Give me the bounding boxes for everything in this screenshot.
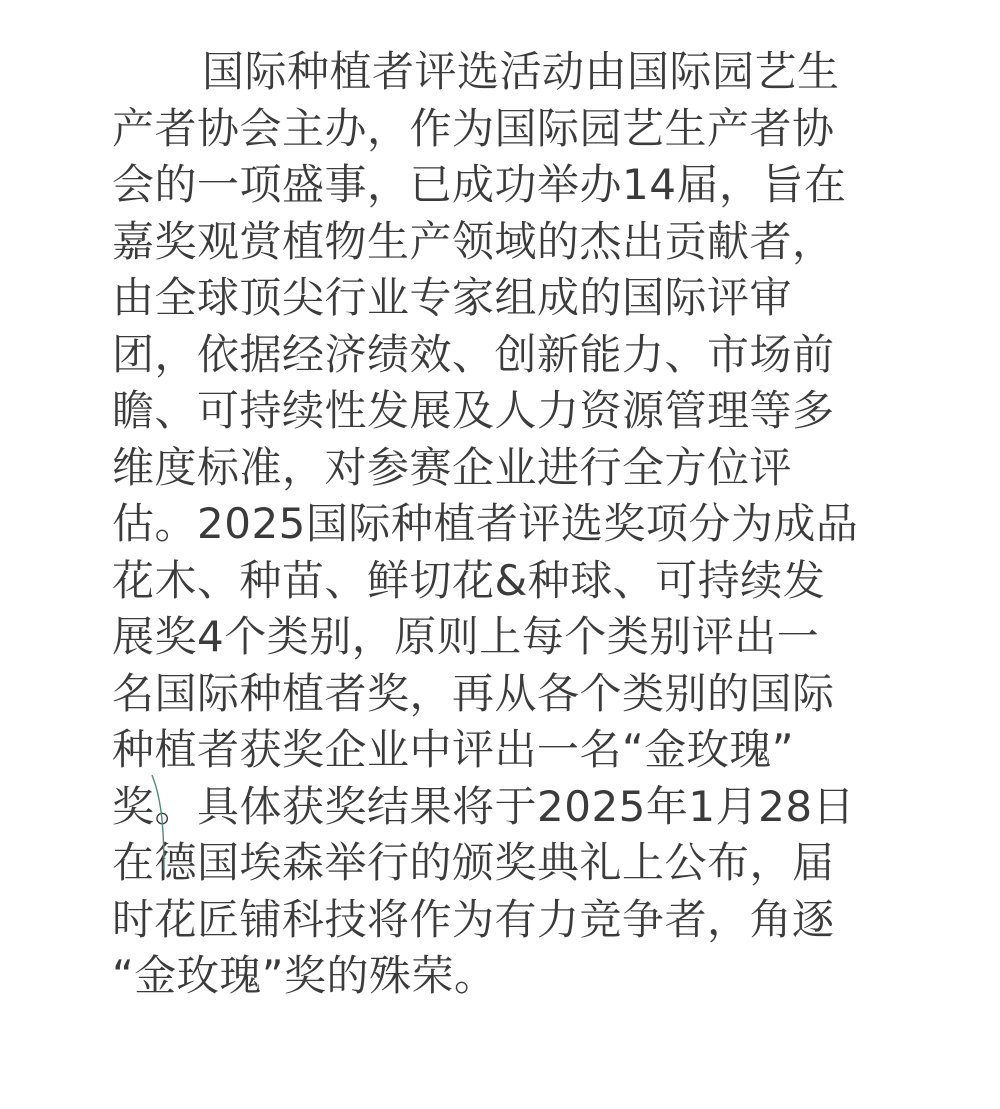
article-line-12: 名国际种植者奖，再从各个类别的国际 bbox=[112, 668, 835, 718]
article-line-13: 种植者获奖企业中评出一名“金玫瑰” bbox=[112, 725, 795, 774]
article-line-3: 会的一项盛事，已成功举办14届，旨在 bbox=[112, 160, 847, 209]
article-line-14: 奖。具体获奖结果将于2025年1月28日 bbox=[112, 781, 856, 831]
article-line-2: 产者协会主办，作为国际园艺生产者协 bbox=[112, 103, 835, 153]
article-line-15: 在德国埃森举行的颁奖典礼上公布，届 bbox=[112, 838, 835, 887]
article-line-5: 由全球顶尖行业专家组成的国际评审 bbox=[112, 273, 793, 322]
article-line-6: 团，依据经济绩效、创新能力、市场前 bbox=[112, 329, 835, 379]
article-line-1: 国际种植者评选活动由国际园艺生 bbox=[202, 47, 840, 96]
mark-stroke bbox=[152, 775, 164, 870]
article-line-10: 花木、种苗、鲜切花&种球、可持续发 bbox=[112, 555, 826, 605]
article-line-17: “金玫瑰”奖的殊荣。 bbox=[112, 951, 497, 1000]
selection-mark-line bbox=[150, 775, 170, 870]
article-line-9: 估。2025国际种植者评选奖项分为成品 bbox=[112, 499, 859, 548]
article-line-4: 嘉奖观赏植物生产领域的杰出贡献者， bbox=[112, 216, 835, 266]
article-line-16: 时花匠铺科技将作为有力竞争者，角逐 bbox=[112, 894, 835, 944]
article-line-11: 展奖4个类别，原则上每个类别评出一 bbox=[112, 612, 820, 661]
article-line-7: 瞻、可持续性发展及人力资源管理等多 bbox=[112, 386, 835, 435]
article-paragraph bbox=[112, 44, 902, 1005]
article-line-8: 维度标准，对参赛企业进行全方位评 bbox=[112, 442, 793, 492]
